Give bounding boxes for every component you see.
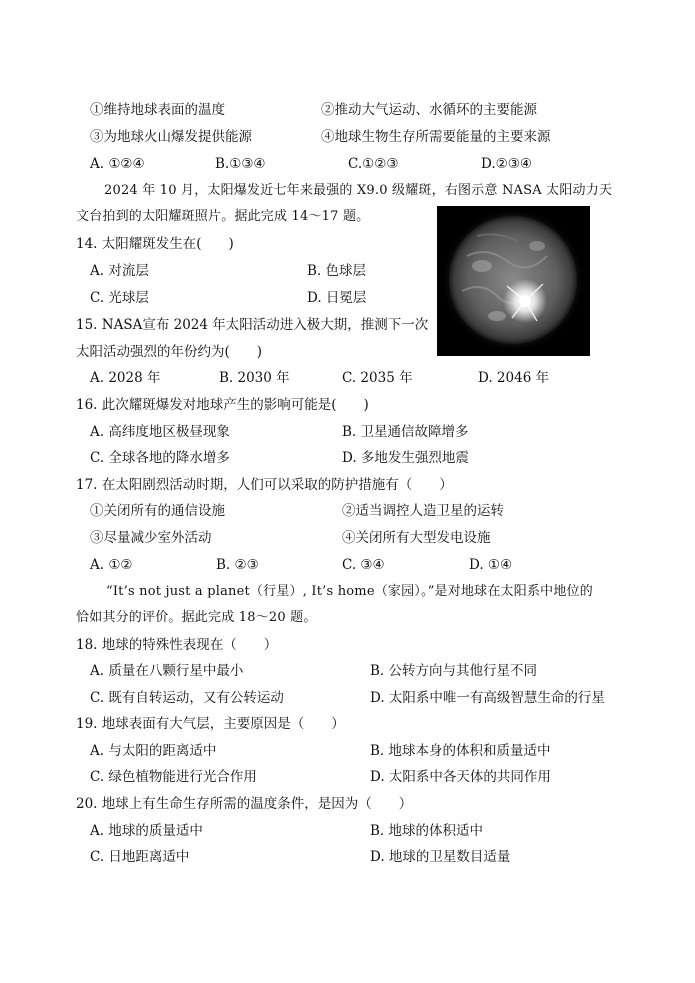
q16-option-d: D. 多地发生强烈地震 [342, 450, 469, 466]
q16-option-b: B. 卫星通信故障增多 [342, 424, 469, 440]
q19-stem: 19. 地球表面有大气层，主要原因是（ ） [76, 716, 345, 732]
q19-option-d: D. 太阳系中各天体的共同作用 [370, 769, 551, 785]
q17-option-b: B. ②③ [216, 557, 259, 573]
q18-option-a: A. 质量在八颗行星中最小 [90, 663, 244, 679]
q18-option-c: C. 既有自转运动，又有公转运动 [90, 690, 284, 706]
q13-statement-2: ②推动大气运动、水循环的主要能源 [321, 102, 537, 118]
q17-statement-1: ①关闭所有的通信设施 [90, 503, 225, 519]
q17-statement-4: ④关闭所有大型发电设施 [342, 530, 491, 546]
q20-option-b: B. 地球的体积适中 [370, 823, 484, 839]
q13-statement-1: ①维持地球表面的温度 [90, 102, 225, 118]
q16-option-a: A. 高纬度地区极昼现象 [90, 424, 230, 440]
q17-stem: 17. 在太阳剧烈活动时期，人们可以采取的防护措施有（ ） [76, 477, 453, 493]
q13-option-a: A. ①②④ [90, 156, 145, 172]
q15-stem-line-1: 15. NASA宣布 2024 年太阳活动进入极大期，推测下一次 [76, 317, 429, 333]
q20-option-a: A. 地球的质量适中 [90, 823, 203, 839]
q20-option-c: C. 日地距离适中 [90, 849, 190, 865]
q17-option-c: C. ③④ [342, 557, 385, 573]
q16-option-c: C. 全球各地的降水增多 [90, 450, 230, 466]
q14-option-a: A. 对流层 [90, 263, 149, 279]
intro-14-17-line-1: 2024 年 10 月，太阳爆发近七年来最强的 X9.0 级耀斑，右图示意 NASA 太阳动力天 [104, 183, 613, 198]
q17-option-a: A. ①② [90, 557, 133, 573]
intro-18-20-line-2: 恰如其分的评价。据此完成 18～20 题。 [76, 610, 317, 625]
q15-option-b: B. 2030 年 [219, 370, 290, 386]
q14-stem: 14. 太阳耀斑发生在( ) [76, 236, 234, 252]
q18-option-d: D. 太阳系中唯一有高级智慧生命的行星 [370, 690, 605, 706]
intro-18-20-line-1: “It’s not just a planet（行星）, It’s home（家园）。”是对地球在太阳系中地位的 [106, 584, 593, 599]
q13-statement-4: ④地球生物生存所需要能量的主要来源 [321, 129, 551, 145]
q15-stem-line-2: 太阳活动强烈的年份约为( ) [76, 344, 263, 360]
q17-statement-3: ③尽量减少室外活动 [90, 530, 212, 546]
q18-option-b: B. 公转方向与其他行星不同 [370, 663, 538, 679]
solar-flare-photo [437, 206, 590, 356]
q13-option-c: C.①②③ [348, 156, 399, 172]
q14-option-c: C. 光球层 [90, 290, 149, 306]
q17-option-d: D. ①④ [469, 557, 513, 573]
q18-stem: 18. 地球的特殊性表现在（ ） [76, 637, 278, 653]
q13-option-d: D.②③④ [481, 156, 532, 172]
q20-stem: 20. 地球上有生命生存所需的温度条件，是因为（ ） [76, 796, 413, 812]
q19-option-b: B. 地球本身的体积和质量适中 [370, 743, 551, 759]
q13-statement-3: ③为地球火山爆发提供能源 [90, 129, 252, 145]
q17-statement-2: ②适当调控人造卫星的运转 [342, 503, 504, 519]
q15-option-a: A. 2028 年 [90, 370, 161, 386]
q14-option-b: B. 色球层 [307, 263, 367, 279]
intro-14-17-line-2: 文台拍到的太阳耀斑照片。据此完成 14～17 题。 [76, 209, 370, 224]
q14-option-d: D. 日冕层 [307, 290, 367, 306]
q15-option-c: C. 2035 年 [342, 370, 413, 386]
q13-option-b: B.①③④ [215, 156, 266, 172]
q20-option-d: D. 地球的卫星数目适量 [370, 849, 511, 865]
q19-option-c: C. 绿色植物能进行光合作用 [90, 769, 257, 785]
q15-option-d: D. 2046 年 [478, 370, 550, 386]
q19-option-a: A. 与太阳的距离适中 [90, 743, 217, 759]
q16-stem: 16. 此次耀斑爆发对地球产生的影响可能是( ) [76, 397, 369, 413]
